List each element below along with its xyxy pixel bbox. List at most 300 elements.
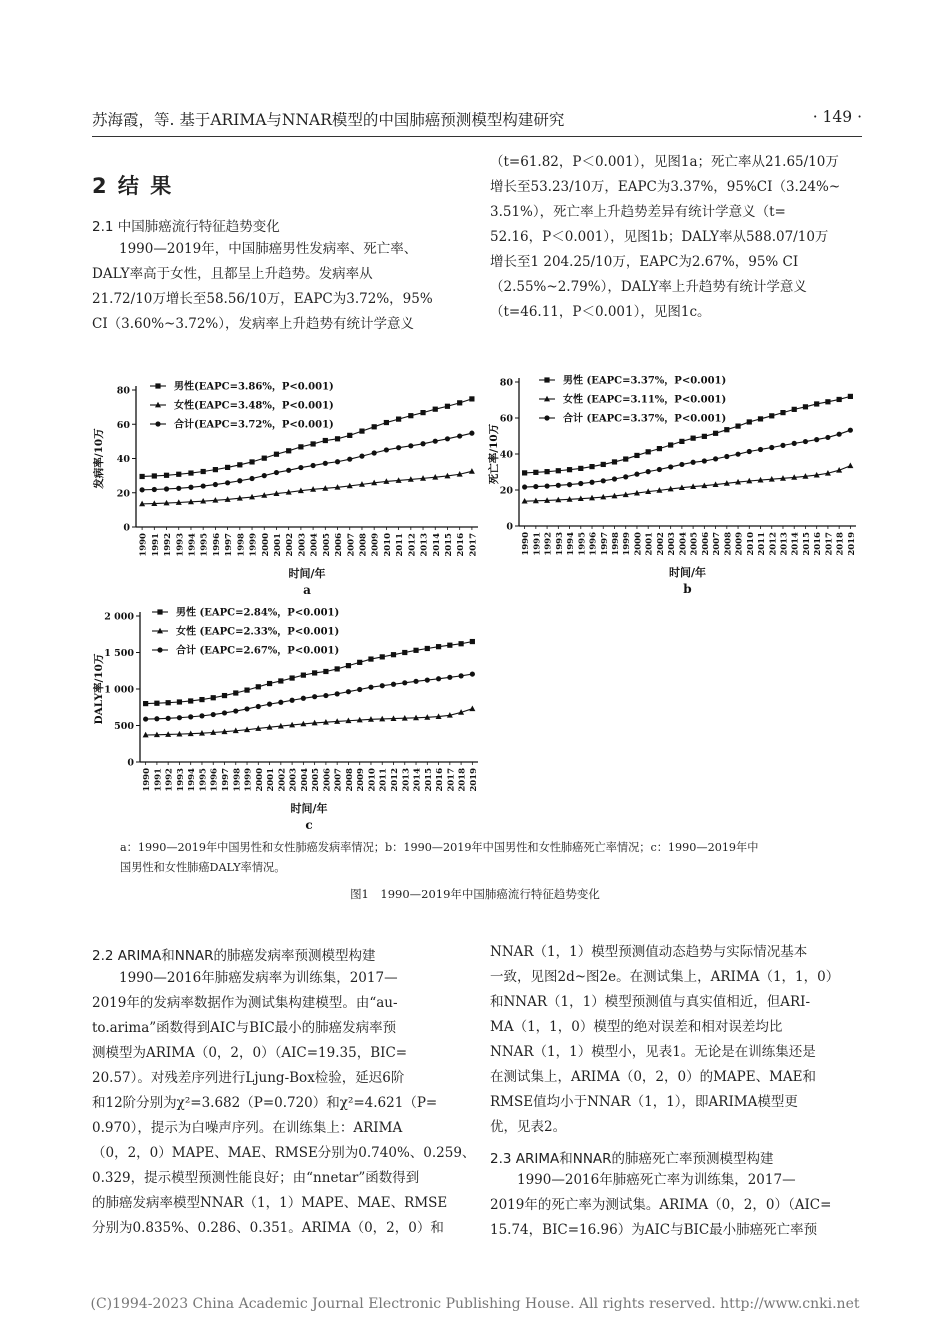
text-line: （t=61.82，P＜0.001），见图1a；死亡率从21.65/10万 — [490, 154, 839, 170]
data-point — [612, 476, 617, 481]
text-line: 1990—2016年肺癌死亡率为训练集，2017— — [490, 1172, 796, 1188]
data-point — [420, 410, 425, 415]
data-point — [402, 680, 407, 685]
data-point — [380, 683, 385, 688]
text-line: 52.16，P＜0.001），见图1b；DALY率从588.07/10万 — [490, 229, 829, 245]
data-point — [176, 486, 181, 491]
data-point — [166, 716, 171, 721]
data-point — [323, 693, 328, 698]
legend-label: 女性 (EAPC=3.11%，P<0.001) — [563, 394, 727, 406]
panel-label: a — [303, 583, 311, 597]
data-point — [140, 474, 145, 479]
data-point — [290, 698, 295, 703]
data-point — [357, 687, 362, 692]
y-tick-label: 20 — [499, 485, 513, 497]
x-tick-label: 2016 — [435, 768, 446, 792]
data-point — [290, 675, 295, 680]
text-line: 优，见表2。 — [490, 1119, 567, 1135]
x-tick-label: 2010 — [367, 768, 378, 792]
data-point — [408, 443, 413, 448]
data-point — [157, 647, 162, 652]
x-tick-label: 1996 — [209, 768, 220, 792]
legend-label: 女性 (EAPC=2.33%，P<0.001) — [176, 626, 340, 638]
data-point — [848, 428, 853, 433]
x-tick-label: 1999 — [622, 532, 633, 556]
x-tick-label: 2003 — [667, 532, 678, 556]
data-point — [445, 404, 450, 409]
x-tick-label: 2011 — [757, 532, 768, 556]
legend-label: 男性 (EAPC=2.84%，P<0.001) — [176, 607, 340, 619]
data-point — [758, 447, 763, 452]
series-line — [525, 466, 851, 501]
data-point — [814, 437, 819, 442]
x-tick-label: 1997 — [224, 533, 235, 557]
x-tick-label: 2012 — [390, 768, 400, 792]
x-tick-label: 2018 — [835, 532, 846, 556]
x-tick-label: 2000 — [260, 533, 271, 557]
data-point — [188, 698, 193, 703]
x-tick-label: 2010 — [382, 533, 393, 557]
x-tick-label: 2017 — [468, 533, 479, 557]
data-point — [445, 436, 450, 441]
x-tick-label: 2012 — [768, 532, 779, 556]
data-point — [556, 483, 561, 488]
data-point — [346, 689, 351, 694]
x-tick-label: 1990 — [138, 533, 149, 557]
x-tick-label: 2001 — [272, 533, 283, 557]
y-tick-label: 80 — [116, 385, 130, 397]
data-point — [154, 716, 159, 721]
y-axis-label: 发病率/10万 — [93, 428, 105, 489]
data-point — [758, 416, 763, 421]
text-line: CI（3.60%~3.72%），发病率上升趋势有统计学意义 — [92, 316, 414, 332]
y-tick-label: 0 — [123, 522, 130, 534]
x-tick-label: 1995 — [198, 768, 209, 792]
y-tick-label: 500 — [114, 721, 134, 732]
x-tick-label: 1995 — [199, 533, 210, 557]
text-line: NNAR（1，1）模型小，见表1。无论是在训练集还是 — [490, 1044, 816, 1060]
x-tick-label: 2003 — [297, 533, 308, 557]
x-tick-label: 2005 — [321, 533, 332, 557]
data-point — [679, 439, 684, 444]
data-point — [262, 473, 267, 478]
text-line: to.arima”函数得到AIC与BIC最小的肺癌发病率预 — [92, 1020, 397, 1036]
x-tick-label: 2004 — [299, 768, 310, 792]
text-line: 21.72/10万增长至58.56/10万，EAPC为3.72%，95% — [92, 291, 433, 307]
caption-line: a：1990—2019年中国男性和女性肺癌发病率情况；b：1990—2019年中国男性和女性肺癌死亡率情况；c：1990—2019年中 — [120, 841, 759, 854]
data-point — [166, 700, 171, 705]
data-point — [335, 436, 340, 441]
data-point — [612, 459, 617, 464]
data-point — [413, 679, 418, 684]
data-point — [286, 448, 291, 453]
legend-label: 合计 (EAPC=2.67%，P<0.001) — [176, 645, 340, 657]
x-axis-label: 时间/年 — [290, 802, 328, 815]
series-triangle — [143, 706, 476, 738]
data-point — [533, 484, 538, 489]
data-point — [413, 648, 418, 653]
data-point — [323, 461, 328, 466]
text-line: DALY率高于女性，且都呈上升趋势。发病率从 — [92, 266, 373, 282]
data-point — [359, 429, 364, 434]
data-point — [188, 485, 193, 490]
y-tick-label: 60 — [116, 419, 130, 431]
text-line: 20.57）。对残差序列进行Ljung-Box检验，延迟6阶 — [92, 1070, 405, 1086]
x-tick-label: 1992 — [164, 768, 175, 792]
left-column-paragraph — [92, 237, 462, 337]
data-point — [157, 609, 162, 614]
data-point — [323, 669, 328, 674]
x-tick-label: 2002 — [285, 533, 296, 557]
x-tick-label: 1996 — [588, 532, 599, 556]
data-point — [143, 701, 148, 706]
y-tick-label: 40 — [499, 449, 513, 461]
x-tick-label: 2007 — [333, 768, 344, 792]
data-point — [556, 468, 561, 473]
x-tick-label: 2019 — [846, 532, 857, 556]
data-point — [225, 465, 230, 470]
data-point — [222, 693, 227, 698]
data-point — [347, 433, 352, 438]
data-point — [724, 454, 729, 459]
data-point — [544, 377, 549, 382]
data-point — [256, 684, 261, 689]
data-point — [359, 454, 364, 459]
section-title: 2 结 果 — [92, 174, 174, 198]
data-point — [814, 401, 819, 406]
data-point — [601, 462, 606, 467]
text-line: 1990—2019年，中国肺癌男性发病率、死亡率、 — [92, 241, 418, 257]
text-line: 增长至1 204.25/10万，EAPC为2.67%，95% CI — [490, 254, 799, 270]
y-tick-label: 60 — [499, 413, 513, 425]
y-tick-label: 1 500 — [104, 648, 134, 659]
x-tick-label: 1993 — [554, 532, 565, 556]
right-column-paragraph-2 — [490, 940, 862, 1140]
x-tick-label: 2014 — [431, 533, 442, 557]
data-point — [211, 712, 216, 717]
x-tick-label: 1993 — [175, 768, 186, 792]
data-point — [188, 470, 193, 475]
x-tick-label: 1998 — [232, 768, 243, 792]
data-point — [237, 462, 242, 467]
subsection-2-3-title: 2.3 ARIMA和NNAR的肺癌死亡率预测模型构建 — [490, 1151, 774, 1167]
x-tick-label: 2002 — [277, 768, 288, 792]
data-point — [457, 433, 462, 438]
text-line: 一致，见图2d~图2e。在测试集上，ARIMA（1，1，0） — [490, 969, 840, 985]
chart-incidence — [88, 372, 488, 604]
y-axis-label: DALY率/10万 — [93, 653, 105, 725]
text-line: 在测试集上，ARIMA（0，2，0）的MAPE、MAE和 — [490, 1069, 817, 1085]
data-point — [735, 452, 740, 457]
data-point — [646, 449, 651, 454]
x-tick-label: 2013 — [401, 768, 412, 792]
x-tick-label: 2013 — [419, 533, 430, 557]
data-point — [391, 652, 396, 657]
legend-label: 男性(EAPC=3.86%，P<0.001) — [174, 381, 334, 393]
data-point — [249, 476, 254, 481]
x-tick-label: 1992 — [163, 533, 174, 557]
data-point — [408, 413, 413, 418]
text-line: 和12阶分别为χ²=3.682（P=0.720）和χ²=4.621（P= — [92, 1095, 438, 1111]
subsection-2-2-title: 2.2 ARIMA和NNAR的肺癌发病率预测模型构建 — [92, 948, 376, 964]
x-tick-label: 2008 — [358, 533, 369, 557]
data-point — [601, 478, 606, 483]
data-point — [436, 644, 441, 649]
data-point — [233, 690, 238, 695]
text-line: 测模型为ARIMA（0，2，0）（AIC=19.35，BIC= — [92, 1045, 408, 1061]
legend-label: 合计 (EAPC=3.37%，P<0.001) — [563, 413, 727, 425]
data-point — [668, 464, 673, 469]
data-point — [735, 424, 740, 429]
data-point — [567, 467, 572, 472]
data-point — [201, 483, 206, 488]
x-tick-label: 1994 — [187, 533, 198, 557]
data-point — [274, 470, 279, 475]
header-rule — [92, 136, 862, 137]
x-tick-label: 1991 — [532, 532, 543, 556]
data-point — [825, 399, 830, 404]
data-point — [164, 486, 169, 491]
panel-label: b — [683, 582, 692, 596]
data-point — [544, 483, 549, 488]
data-point — [544, 415, 549, 420]
x-tick-label: 1994 — [187, 768, 198, 792]
data-point — [335, 691, 340, 696]
data-point — [402, 650, 407, 655]
x-tick-label: 2000 — [254, 768, 265, 792]
series-line — [525, 396, 851, 473]
data-point — [368, 685, 373, 690]
data-point — [237, 478, 242, 483]
x-tick-label: 2010 — [745, 532, 756, 556]
data-point — [274, 452, 279, 457]
data-point — [780, 443, 785, 448]
data-point — [544, 469, 549, 474]
data-point — [837, 397, 842, 402]
data-point — [152, 473, 157, 478]
y-tick-label: 80 — [499, 377, 513, 389]
x-tick-label: 1997 — [221, 768, 231, 792]
x-tick-label: 2012 — [407, 533, 418, 557]
data-point — [646, 469, 651, 474]
x-tick-label: 1993 — [175, 533, 186, 557]
data-point — [803, 404, 808, 409]
chart-mortality — [483, 368, 868, 604]
data-point — [459, 641, 464, 646]
text-line: 分别为0.835%、0.286、0.351。ARIMA（0，2，0）和 — [92, 1220, 444, 1236]
data-point — [155, 421, 160, 426]
data-point — [679, 462, 684, 467]
x-tick-label: 2008 — [344, 768, 355, 792]
x-tick-label: 1999 — [248, 533, 259, 557]
caption-line: 国男性和女性肺癌DALY率情况。 — [120, 861, 286, 874]
data-point — [262, 456, 267, 461]
text-line: 15.74，BIC=16.96）为AIC与BIC最小肺癌死亡率预 — [490, 1222, 818, 1238]
x-tick-label: 2000 — [633, 532, 644, 556]
x-tick-label: 2007 — [712, 532, 723, 556]
data-point — [372, 424, 377, 429]
data-point — [447, 643, 452, 648]
x-tick-label: 2006 — [334, 533, 345, 557]
data-point — [459, 673, 464, 678]
x-tick-label: 2008 — [723, 532, 734, 556]
x-tick-label: 2009 — [356, 768, 367, 792]
data-point — [311, 441, 316, 446]
data-point — [691, 460, 696, 465]
data-point — [199, 713, 204, 718]
data-point — [278, 678, 283, 683]
data-point — [522, 470, 527, 475]
data-point — [249, 459, 254, 464]
data-point — [469, 706, 475, 712]
text-line: MA（1，1，0）模型的绝对误差和相对误差均比 — [490, 1019, 783, 1035]
x-tick-label: 2003 — [288, 768, 299, 792]
page-number: · 149 · — [812, 108, 862, 126]
data-point — [589, 480, 594, 485]
text-line: 3.51%），死亡率上升趋势差异有统计学意义（t= — [490, 204, 786, 220]
y-tick-label: 0 — [506, 521, 513, 533]
data-point — [825, 435, 830, 440]
y-axis-label: 死亡率/10万 — [488, 423, 500, 485]
text-line: （2.55%~2.79%），DALY率上升趋势有统计学意义 — [490, 279, 807, 295]
data-point — [769, 413, 774, 418]
data-point — [222, 710, 227, 715]
text-line: 的肺癌发病率模型NNAR（1，1）MAPE、MAE、RMSE — [92, 1195, 448, 1211]
x-tick-label: 2019 — [468, 768, 479, 792]
running-header-title: 苏海霞，等. 基于ARIMA与NNAR模型的中国肺癌预测模型构建研究 — [92, 111, 565, 129]
x-tick-label: 1996 — [211, 533, 222, 557]
data-point — [384, 447, 389, 452]
data-point — [396, 445, 401, 450]
data-point — [657, 446, 662, 451]
data-point — [420, 441, 425, 446]
data-point — [154, 701, 159, 706]
series-line — [146, 709, 473, 735]
x-tick-label: 2015 — [443, 533, 454, 557]
x-tick-label: 2004 — [678, 532, 689, 556]
data-point — [267, 702, 272, 707]
data-point — [225, 480, 230, 485]
x-tick-label: 1990 — [521, 532, 532, 556]
data-point — [847, 463, 853, 469]
data-point — [347, 457, 352, 462]
x-tick-label: 2004 — [309, 533, 320, 557]
x-tick-label: 2001 — [644, 532, 655, 556]
data-point — [769, 445, 774, 450]
text-line: （0，2，0）MAPE、MAE、RMSE分别为0.740%、0.259、 — [92, 1145, 476, 1161]
data-point — [702, 434, 707, 439]
x-tick-label: 2014 — [412, 768, 423, 792]
series-diamond — [140, 431, 475, 493]
data-point — [267, 681, 272, 686]
figure-title: 图1 1990—2019年中国肺癌流行特征趋势变化 — [350, 887, 600, 901]
x-tick-label: 1999 — [243, 768, 254, 792]
data-point — [470, 639, 475, 644]
data-point — [177, 699, 182, 704]
data-point — [436, 676, 441, 681]
data-point — [747, 449, 752, 454]
text-line: 1990—2016年肺癌发病率为训练集，2017— — [92, 970, 398, 986]
running-header — [92, 108, 862, 130]
data-point — [396, 417, 401, 422]
data-point — [312, 670, 317, 675]
series-line — [146, 674, 473, 719]
data-point — [623, 456, 628, 461]
data-point — [298, 465, 303, 470]
x-tick-label: 2005 — [689, 532, 700, 556]
text-line: RMSE值均小于NNAR（1，1），即ARIMA模型更 — [490, 1094, 798, 1110]
data-point — [335, 666, 340, 671]
data-point — [702, 458, 707, 463]
data-point — [668, 442, 673, 447]
data-point — [433, 407, 438, 412]
text-line: 0.329，提示模型预测性能良好；由“nnetar”函数得到 — [92, 1170, 420, 1186]
text-line: （t=46.11，P＜0.001），见图1c。 — [490, 304, 711, 320]
x-tick-label: 2018 — [457, 768, 468, 792]
x-tick-label: 2005 — [311, 768, 322, 792]
data-point — [691, 436, 696, 441]
panel-label: c — [305, 818, 313, 832]
data-point — [848, 394, 853, 399]
data-point — [256, 704, 261, 709]
y-tick-label: 40 — [116, 454, 130, 465]
data-point — [803, 439, 808, 444]
data-point — [425, 646, 430, 651]
x-tick-label: 1998 — [236, 533, 247, 557]
x-tick-label: 2009 — [370, 533, 381, 557]
data-point — [312, 694, 317, 699]
x-tick-label: 1991 — [153, 768, 164, 792]
x-tick-label: 1991 — [150, 533, 161, 557]
data-point — [368, 656, 373, 661]
data-point — [634, 453, 639, 458]
text-line: 2019年的死亡率为测试集。ARIMA（0，2，0）（AIC= — [490, 1197, 832, 1213]
x-tick-label: 1998 — [610, 532, 621, 556]
series-line — [525, 430, 851, 487]
data-point — [199, 697, 204, 702]
data-point — [578, 481, 583, 486]
x-tick-label: 1992 — [543, 532, 554, 556]
x-tick-label: 2011 — [395, 533, 406, 557]
data-point — [301, 696, 306, 701]
data-point — [747, 419, 752, 424]
x-tick-label: 1990 — [142, 768, 153, 792]
right-column-paragraph — [490, 150, 862, 325]
text-line: 2019年的发病率数据作为测试集构建模型。由“au- — [92, 995, 398, 1011]
data-point — [792, 407, 797, 412]
x-tick-label: 2006 — [322, 768, 333, 792]
data-point — [457, 400, 462, 405]
data-point — [140, 487, 145, 492]
data-point — [211, 695, 216, 700]
right-column-paragraph-3 — [490, 1168, 862, 1243]
subsection-2-1-title: 2.1 中国肺癌流行特征趋势变化 — [92, 219, 280, 235]
x-tick-label: 2015 — [423, 768, 434, 792]
data-point — [201, 469, 206, 474]
data-point — [470, 671, 475, 676]
data-point — [143, 716, 148, 721]
data-point — [286, 468, 291, 473]
data-point — [244, 687, 249, 692]
data-point — [323, 438, 328, 443]
copyright-footer: (C)1994-2023 China Academic Journal Electronic Publishing House. All rights reserved. http://www.cnki.net — [90, 1296, 860, 1312]
data-point — [357, 660, 362, 665]
data-point — [176, 472, 181, 477]
data-point — [837, 432, 842, 437]
data-point — [469, 396, 474, 401]
legend-label: 男性 (EAPC=3.37%，P<0.001) — [563, 375, 727, 387]
data-point — [346, 663, 351, 668]
